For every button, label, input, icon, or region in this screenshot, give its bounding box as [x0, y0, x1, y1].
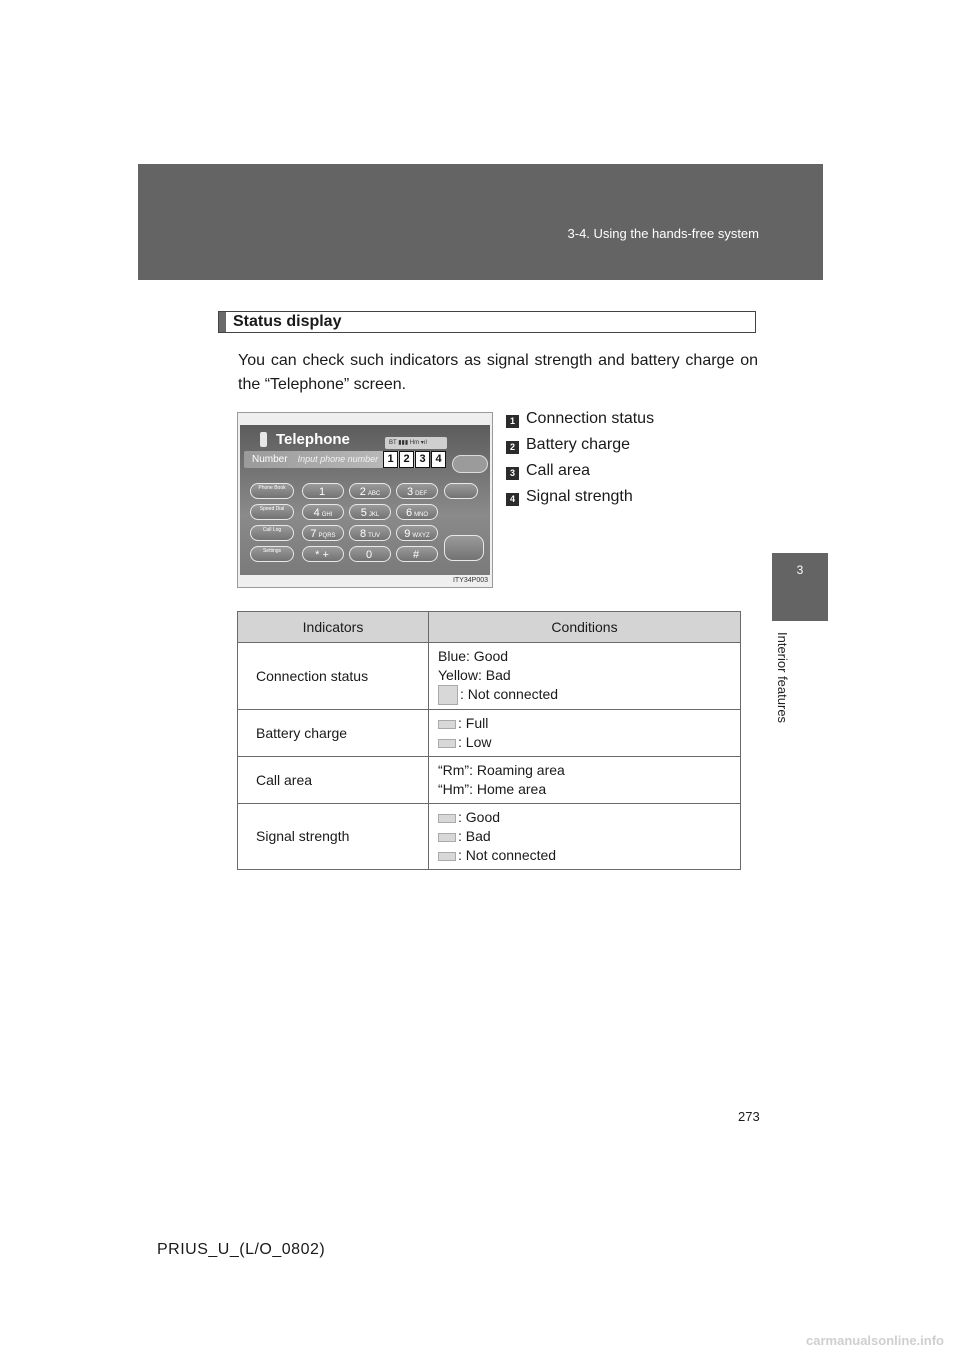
- key-digit: 9: [404, 528, 411, 540]
- telephone-screen: [240, 425, 490, 575]
- chapter-number: 3: [796, 563, 804, 577]
- keypad-key[interactable]: [396, 546, 438, 562]
- condition-text: “Hm”: Home area: [438, 781, 547, 798]
- callout-labels: [383, 451, 446, 466]
- legend-number: 4: [506, 493, 519, 506]
- chapter-caption: Interior features: [775, 632, 790, 724]
- condition-line: [438, 761, 731, 780]
- side-key-0[interactable]: Phone Book: [250, 483, 294, 499]
- condition-text: : Full: [458, 715, 489, 732]
- key-digit: 3: [406, 486, 414, 498]
- status-indicators: [385, 437, 447, 449]
- callout-3: 3: [415, 451, 430, 468]
- keypad-key[interactable]: [396, 504, 438, 520]
- key-digit: 4: [313, 507, 320, 519]
- keypad-key[interactable]: [302, 525, 344, 541]
- legend-label: Signal strength: [526, 488, 633, 505]
- indicator-name: Battery charge: [238, 710, 429, 757]
- indicator-name: Call area: [238, 757, 429, 804]
- indicator-conditions: [429, 710, 741, 757]
- header-indicators: Indicators: [238, 612, 429, 643]
- table-row: [238, 710, 741, 757]
- key-digit: 6: [405, 507, 413, 519]
- condition-text: “Rm”: Roaming area: [438, 762, 565, 779]
- callout-1: 1: [383, 451, 398, 468]
- condition-text: : Good: [458, 809, 501, 826]
- legend-label: Battery charge: [526, 436, 631, 453]
- indicator-name: Signal strength: [238, 804, 429, 870]
- condition-text: : Not connected: [458, 847, 557, 864]
- indicator-name: Connection status: [238, 643, 429, 710]
- signal-bad-icon: [438, 833, 456, 842]
- signal-good-icon: [438, 814, 456, 823]
- indicator-conditions: [429, 643, 741, 710]
- callout-2: 2: [399, 451, 414, 468]
- bt-icon: [438, 685, 458, 705]
- watermark: carmanualsonline.info: [806, 1333, 944, 1348]
- indicator-conditions: [429, 804, 741, 870]
- legend-number: 1: [506, 415, 519, 428]
- page-number: 273: [738, 1109, 760, 1124]
- key-digit: 7: [310, 528, 317, 540]
- condition-line: [438, 733, 731, 752]
- condition-line: [438, 714, 731, 733]
- table-header-row: [238, 612, 741, 643]
- legend-number: 3: [506, 467, 519, 480]
- status-display-heading: Status display: [218, 311, 756, 333]
- table-row: [238, 804, 741, 870]
- condition-line: [438, 846, 731, 865]
- callout-4: 4: [431, 451, 446, 468]
- table-row: [238, 643, 741, 710]
- header-band: [138, 164, 823, 280]
- key-digit: 5: [360, 507, 367, 519]
- keypad-key[interactable]: [349, 525, 391, 541]
- key-letters: GHI: [321, 512, 333, 518]
- telephone-title: Telephone: [276, 431, 350, 448]
- condition-text: Yellow: Bad: [438, 667, 511, 683]
- key-digit: 0: [365, 549, 373, 561]
- key-letters: JKL: [368, 512, 380, 518]
- key-letters: MNO: [414, 512, 429, 518]
- key-letters: PQRS: [318, 533, 336, 539]
- status-indicators-text: BT ▮▮▮ Hm ▾ıl: [389, 440, 427, 446]
- condition-line: [438, 647, 731, 666]
- condition-text: : Not connected: [460, 686, 559, 702]
- telephone-screen-illustration: [237, 412, 493, 588]
- keypad-key[interactable]: [396, 483, 438, 499]
- key-digit: 8: [359, 528, 367, 540]
- legend-label: Connection status: [526, 410, 655, 427]
- keypad-key[interactable]: [349, 483, 391, 499]
- battery-low-icon: [438, 739, 456, 748]
- number-label: Number: [252, 454, 288, 465]
- legend-number: 2: [506, 441, 519, 454]
- key-letters: TUV: [368, 533, 381, 539]
- key-letters: DEF: [415, 491, 428, 497]
- key-digit: * +: [315, 549, 329, 561]
- key-letters: WXYZ: [412, 533, 430, 539]
- battery-full-icon: [438, 720, 456, 729]
- call-button[interactable]: [444, 535, 484, 561]
- indicators-table: [237, 611, 741, 870]
- side-key-1[interactable]: Speed Dial: [250, 504, 294, 520]
- side-key-3[interactable]: Settings: [250, 546, 294, 562]
- keypad-key[interactable]: [396, 525, 438, 541]
- condition-line: [438, 666, 731, 685]
- condition-text: : Bad: [458, 828, 491, 845]
- signal-none-icon: [438, 852, 456, 861]
- phone-icon: [260, 432, 267, 447]
- condition-line: [438, 780, 731, 799]
- condition-text: : Low: [458, 734, 492, 751]
- keypad-key[interactable]: [302, 546, 344, 562]
- key-digit: 1: [318, 486, 326, 498]
- number-hint: Input phone number: [297, 454, 379, 464]
- chapter-tab: [772, 553, 828, 621]
- back-button[interactable]: [452, 455, 488, 473]
- condition-line: [438, 685, 731, 705]
- side-key-2[interactable]: Call Log: [250, 525, 294, 541]
- header-conditions: Conditions: [429, 612, 741, 643]
- condition-line: [438, 827, 731, 846]
- footer-code: PRIUS_U_(L/O_0802): [157, 1241, 326, 1258]
- window-button[interactable]: [444, 483, 478, 499]
- key-letters: ABC: [367, 491, 381, 497]
- figure-code: ITY34P003: [452, 577, 488, 584]
- section-title: 3-4. Using the hands-free system: [567, 226, 759, 241]
- condition-line: [438, 808, 731, 827]
- condition-text: Blue: Good: [438, 648, 509, 664]
- key-digit: 2: [359, 486, 366, 498]
- indicator-conditions: [429, 757, 741, 804]
- keypad-key[interactable]: [349, 546, 391, 562]
- legend-label: Call area: [526, 462, 591, 479]
- table-row: [238, 757, 741, 804]
- keypad-key[interactable]: [349, 504, 391, 520]
- keypad-key[interactable]: [302, 504, 344, 520]
- keypad-key[interactable]: [302, 483, 344, 499]
- intro-paragraph: You can check such indicators as signal strength and battery charge on the “Telephone” screen.: [238, 352, 758, 393]
- key-digit: #: [412, 549, 420, 561]
